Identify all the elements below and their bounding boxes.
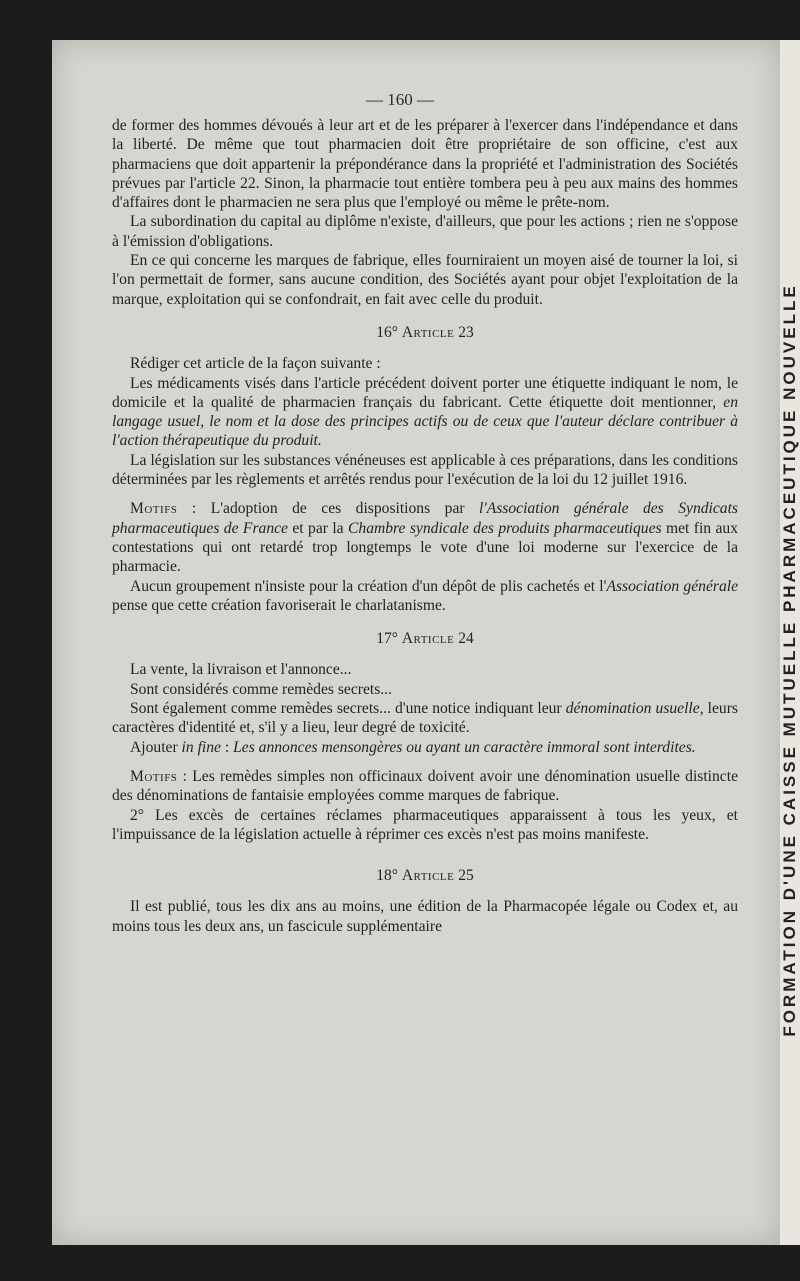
article-23-instruction: Rédiger cet article de la façon suivante : [130, 355, 381, 373]
intro-paragraph-1: de former des hommes dévoués à leur art et de les préparer à l'exercer dans l'indépendance et dans la liberté. De même que tout pharmacien doit être propriétaire de son officine, c'est aux pharmaciens que doit appartenir la prépondérance dans la propriété et l'administration des Sociétés prévues par l'article 22. Sinon, la pharmacie tout entière tombera peu à peu aux mains des hommes d'affaires dont le pharmacien ne sera plus que l'employé ou même le prête-nom. [112, 117, 738, 212]
intro-paragraph-2: La subordination du capital au diplôme n'existe, d'ailleurs, que pour les actions ; rien ne s'oppose à l'émission d'obligations. [112, 213, 738, 250]
article-23-motifs: Motifs : L'adoption de ces dispositions par l'Association générale des Syndicats pharmaceutiques de France et par la Chambre syndicale des produits pharmaceutiques met fin aux contestations qui ont retardé trop longtemps le vote d'une loi moderne sur l'exercice de la pharmacie. [112, 500, 738, 576]
article-24-line-3: Sont également comme remèdes secrets... d'une notice indiquant leur dénomination usuelle, leurs caractères d'identité et, s'il y a lieu, leur degré de toxicité. [112, 700, 738, 737]
intro-paragraph-3: En ce qui concerne les marques de fabrique, elles fourniraient un moyen aisé de tourner la loi, si l'on permettait de former, sans aucune condition, des Sociétés ayant pour objet l'exploitation de la marque, exploitation qui se confondrait, en fait avec celle du produit. [112, 252, 738, 308]
article-23-text: Les médicaments visés dans l'article précédent doivent porter une étiquette indiquant le nom, le domicile et la qualité de pharmacien français du fabricant. Cette étiquette doit mentionner, en langage usuel, le nom et la dose des principes actifs ou de ceux que l'auteur déclare contribuer à l'action thérapeutique du produit. [112, 374, 738, 450]
article-24-motifs: Motifs : Les remèdes simples non officinaux doivent avoir une dénomination usuelle distincte des dénominations de fantaisie employées comme marques de fabrique. [112, 767, 738, 805]
article-24-motifs-2: 2° Les excès de certaines réclames pharmaceutiques apparaissent à tous les yeux, et l'impuissance de la législation actuelle à réprimer ces excès n'est pas moins manifeste. [112, 806, 738, 843]
article-23-heading: 16° Article 23 [376, 323, 474, 341]
article-23-motifs-2: Aucun groupement n'insiste pour la création d'un dépôt de plis cachetés et l'Association générale pense que cette création favoriserait le charlatanisme. [112, 577, 738, 614]
article-24-line-2: Sont considérés comme remèdes secrets... [130, 680, 392, 698]
article-24-heading: 17° Article 24 [376, 630, 474, 648]
article-24-line-1: La vente, la livraison et l'annonce... [130, 661, 352, 679]
page-number: — 160 — [366, 90, 434, 109]
page-body [112, 116, 738, 936]
spine-heading: FORMATION D'UNE CAISSE MUTUELLE PHARMACEUTIQUE NOUVELLE [780, 283, 799, 1037]
article-25-text: Il est publié, tous les dix ans au moins, une édition de la Pharmacopée légale ou Codex et, au moins tous les deux ans, un fascicule supplémentaire [112, 898, 738, 935]
article-23-legislation: La législation sur les substances vénéneuses est applicable à ces préparations, dans les conditions déterminées par les règlements et arrêtés rendus pour l'exécution de la loi du 12 juillet 1916. [112, 451, 738, 489]
article-25-heading: 18° Article 25 [376, 867, 474, 885]
article-24-line-4: Ajouter in fine : Les annonces mensongères ou ayant un caractère immoral sont interdites. [130, 738, 696, 756]
